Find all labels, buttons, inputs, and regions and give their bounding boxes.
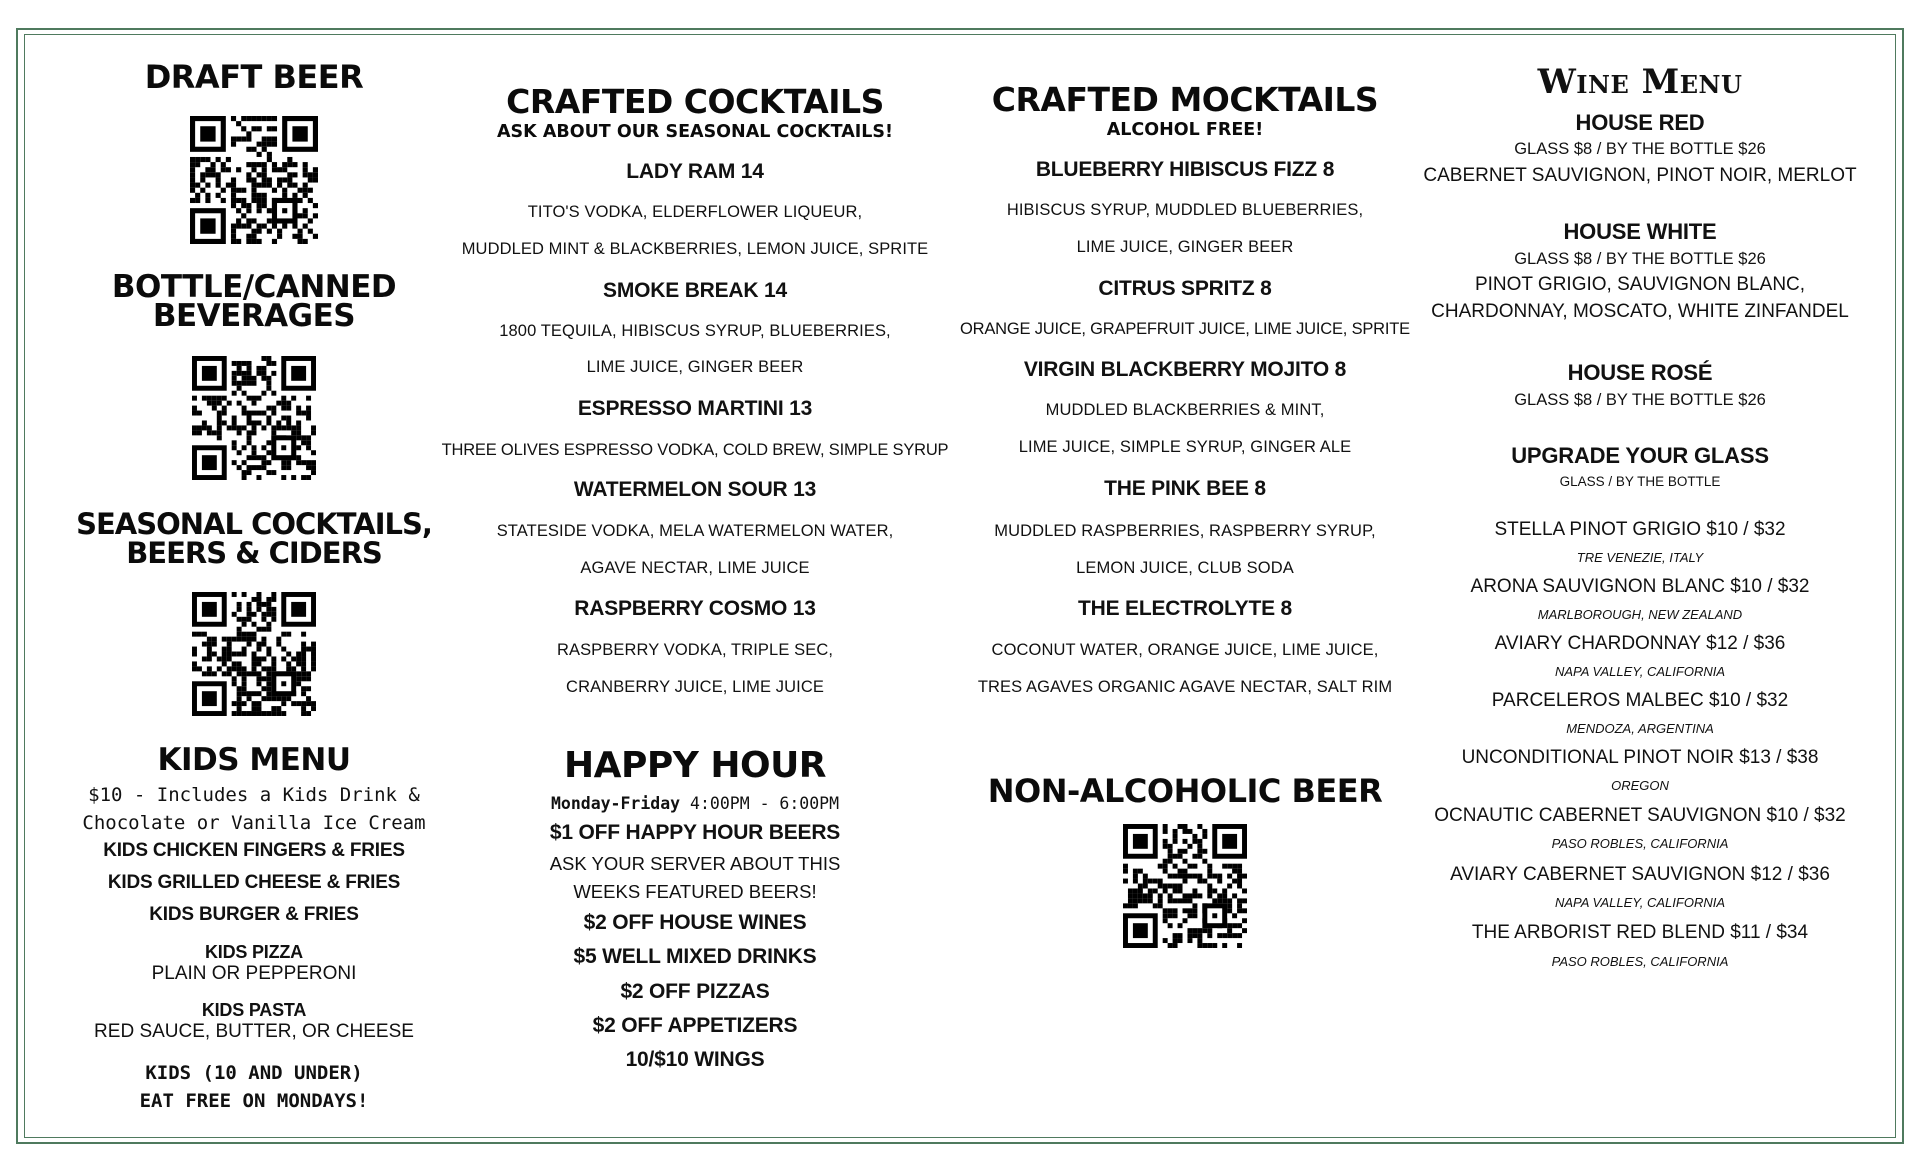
house-red-title: HOUSE RED: [1575, 110, 1705, 135]
upgrade-title: UPGRADE YOUR GLASS: [1511, 443, 1769, 468]
cocktail-desc: THREE OLIVES ESPRESSO VODKA, COLD BREW, SIMPLE SYRUP: [441, 441, 949, 459]
draft-beer-qr-code[interactable]: [60, 116, 448, 244]
column-cocktails: [440, 0, 950, 1166]
mocktail-name: CITRUS SPRITZ 8: [1098, 277, 1272, 300]
upgrade-subtitle: GLASS / BY THE BOTTLE: [1559, 474, 1721, 489]
house-white-desc: PINOT GRIGIO, SAUVIGNON BLANC,: [1474, 274, 1806, 295]
bottle-canned-title-line1: BOTTLE/CANNED: [111, 269, 397, 305]
kids-promo: [60, 1059, 448, 1115]
happy-hour-schedule: [440, 794, 950, 813]
cocktail-name: ESPRESSO MARTINI 13: [577, 397, 813, 420]
house-red-desc: CABERNET SAUVIGNON, PINOT NOIR, MERLOT: [1423, 165, 1857, 186]
mocktail-desc: TRES AGAVES ORGANIC AGAVE NECTAR, SALT RIM: [977, 678, 1393, 696]
cocktail-name: LADY RAM 14: [626, 160, 764, 183]
mocktail-name: VIRGIN BLACKBERRY MOJITO 8: [1023, 358, 1347, 381]
wine-origin: PASO ROBLES, CALIFORNIA: [1551, 836, 1729, 851]
bottle-canned-title-line2: BEVERAGES: [152, 298, 356, 334]
kids-item-grilled-cheese: KIDS GRILLED CHEESE & FRIES: [107, 872, 401, 893]
wine-origin: NAPA VALLEY, CALIFORNIA: [1554, 895, 1726, 910]
happy-hour-deal: $5 WELL MIXED DRINKS: [573, 945, 817, 968]
kids-promo-line1: KIDS (10 AND UNDER): [145, 1062, 363, 1084]
cocktail-desc: MUDDLED MINT & BLACKBERRIES, LEMON JUICE, SPRITE: [461, 240, 929, 258]
wine-menu-title: Wine Menu: [1537, 62, 1743, 102]
kids-pizza-title: KIDS PIZZA: [204, 942, 303, 962]
happy-hour-title: HAPPY HOUR: [563, 745, 827, 786]
wine-name: ARONA SAUVIGNON BLANC $10 / $32: [1470, 576, 1810, 597]
wine-origin: OREGON: [1611, 778, 1669, 793]
qr-code-icon: [192, 356, 316, 480]
house-white-title: HOUSE WHITE: [1563, 219, 1717, 244]
wine-name: THE ARBORIST RED BLEND $11 / $34: [1471, 922, 1809, 943]
qr-code-icon: [1123, 824, 1247, 948]
kids-intro-line2: Chocolate or Vanilla Ice Cream: [82, 812, 426, 834]
cocktail-name: WATERMELON SOUR 13: [573, 478, 817, 501]
happy-hour-deal: 10/$10 WINGS: [625, 1048, 765, 1071]
mocktail-desc: HIBISCUS SYRUP, MUDDLED BLUEBERRIES,: [1006, 201, 1364, 219]
mocktails-subtitle: ALCOHOL FREE!: [1106, 120, 1264, 140]
seasonal-qr-code[interactable]: [60, 592, 448, 716]
wine-origin: MENDOZA, ARGENTINA: [1566, 721, 1714, 736]
mocktails-title: CRAFTED MOCKTAILS: [991, 80, 1379, 119]
house-rose-title: HOUSE ROSÉ: [1567, 360, 1713, 385]
kids-item-chicken: KIDS CHICKEN FINGERS & FRIES: [103, 840, 405, 861]
wine-origin: PASO ROBLES, CALIFORNIA: [1551, 954, 1729, 969]
mocktail-name: BLUEBERRY HIBISCUS FIZZ 8: [1035, 158, 1335, 181]
wine-name: STELLA PINOT GRIGIO $10 / $32: [1494, 519, 1786, 540]
kids-pasta-desc: RED SAUCE, BUTTER, OR CHEESE: [94, 1021, 414, 1042]
kids-menu-intro: [60, 781, 448, 837]
wine-origin: TRE VENEZIE, ITALY: [1576, 550, 1704, 565]
happy-hour-days: Monday-Friday: [550, 794, 681, 813]
kids-promo-line2: EAT FREE ON MONDAYS!: [139, 1090, 369, 1112]
mocktail-desc: MUDDLED RASPBERRIES, RASPBERRY SYRUP,: [994, 522, 1376, 540]
qr-code-icon: [192, 592, 316, 716]
kids-intro-line1: $10 - Includes a Kids Drink &: [88, 784, 420, 806]
draft-beer-title: DRAFT BEER: [144, 58, 364, 96]
qr-code-icon: [190, 116, 318, 244]
happy-hour-note: WEEKS FEATURED BEERS!: [573, 881, 817, 902]
wine-name: OCNAUTIC CABERNET SAUVIGNON $10 / $32: [1434, 805, 1846, 826]
wine-name: AVIARY CHARDONNAY $12 / $36: [1494, 633, 1786, 654]
house-red-price: GLASS $8 / BY THE BOTTLE $26: [1514, 140, 1766, 158]
mocktail-desc: LIME JUICE, GINGER BEER: [1076, 238, 1294, 256]
wine-origin: MARLBOROUGH, NEW ZEALAND: [1537, 607, 1743, 622]
cocktail-desc: AGAVE NECTAR, LIME JUICE: [580, 559, 810, 577]
wine-name: AVIARY CABERNET SAUVIGNON $12 / $36: [1450, 864, 1830, 885]
happy-hour-deal: $1 OFF HAPPY HOUR BEERS: [549, 821, 841, 844]
wine-origin: NAPA VALLEY, CALIFORNIA: [1554, 664, 1726, 679]
kids-item-burger: KIDS BURGER & FRIES: [149, 904, 359, 925]
column-wine: [1420, 0, 1860, 1166]
cocktail-desc: 1800 TEQUILA, HIBISCUS SYRUP, BLUEBERRIES,: [499, 322, 891, 340]
kids-menu-title: KIDS MENU: [157, 742, 351, 778]
mocktail-desc: ORANGE JUICE, GRAPEFRUIT JUICE, LIME JUICE, SPRITE: [960, 320, 1410, 338]
mocktail-desc: LIME JUICE, SIMPLE SYRUP, GINGER ALE: [1018, 438, 1352, 456]
bottle-canned-qr-code[interactable]: [60, 356, 448, 480]
non-alcoholic-title: NON-ALCOHOLIC BEER: [987, 772, 1383, 810]
cocktails-title: CRAFTED COCKTAILS: [506, 82, 884, 121]
happy-hour-note: ASK YOUR SERVER ABOUT THIS: [549, 853, 841, 874]
wine-name: UNCONDITIONAL PINOT NOIR $13 / $38: [1461, 747, 1819, 768]
seasonal-title-line2: BEERS & CIDERS: [126, 536, 382, 570]
house-rose-price: GLASS $8 / BY THE BOTTLE $26: [1514, 391, 1766, 409]
bottle-canned-title: [60, 269, 448, 334]
seasonal-title-line1: SEASONAL COCKTAILS,: [76, 507, 432, 541]
kids-pizza-desc: PLAIN OR PEPPERONI: [151, 963, 357, 984]
column-mocktails: [950, 0, 1420, 1166]
mocktail-desc: MUDDLED BLACKBERRIES & MINT,: [1045, 401, 1325, 419]
cocktail-desc: LIME JUICE, GINGER BEER: [586, 358, 804, 376]
mocktail-desc: LEMON JUICE, CLUB SODA: [1076, 559, 1294, 577]
mocktail-name: THE ELECTROLYTE 8: [1077, 597, 1293, 620]
cocktail-name: SMOKE BREAK 14: [603, 279, 787, 302]
cocktail-desc: STATESIDE VODKA, MELA WATERMELON WATER,: [496, 522, 894, 540]
happy-hour-deal: $2 OFF HOUSE WINES: [583, 911, 807, 934]
non-alcoholic-qr-code[interactable]: [950, 824, 1420, 948]
cocktail-desc: CRANBERRY JUICE, LIME JUICE: [566, 678, 824, 696]
happy-hour-hours: 4:00PM - 6:00PM: [690, 794, 840, 813]
house-white-desc: CHARDONNAY, MOSCATO, WHITE ZINFANDEL: [1431, 301, 1849, 322]
cocktails-subtitle: ASK ABOUT OUR SEASONAL COCKTAILS!: [497, 122, 893, 142]
cocktail-desc: TITO'S VODKA, ELDERFLOWER LIQUEUR,: [527, 203, 863, 221]
happy-hour-deal: $2 OFF APPETIZERS: [592, 1014, 798, 1037]
mocktail-desc: COCONUT WATER, ORANGE JUICE, LIME JUICE,: [991, 641, 1379, 659]
mocktail-name: THE PINK BEE 8: [1104, 477, 1266, 500]
seasonal-title: [60, 507, 448, 570]
cocktail-name: RASPBERRY COSMO 13: [574, 597, 816, 620]
cocktail-desc: RASPBERRY VODKA, TRIPLE SEC,: [556, 641, 834, 659]
kids-pasta-title: KIDS PASTA: [201, 1000, 307, 1020]
wine-name: PARCELEROS MALBEC $10 / $32: [1491, 690, 1789, 711]
column-left: [60, 0, 448, 1166]
house-white-price: GLASS $8 / BY THE BOTTLE $26: [1514, 250, 1766, 268]
happy-hour-deal: $2 OFF PIZZAS: [620, 980, 770, 1003]
